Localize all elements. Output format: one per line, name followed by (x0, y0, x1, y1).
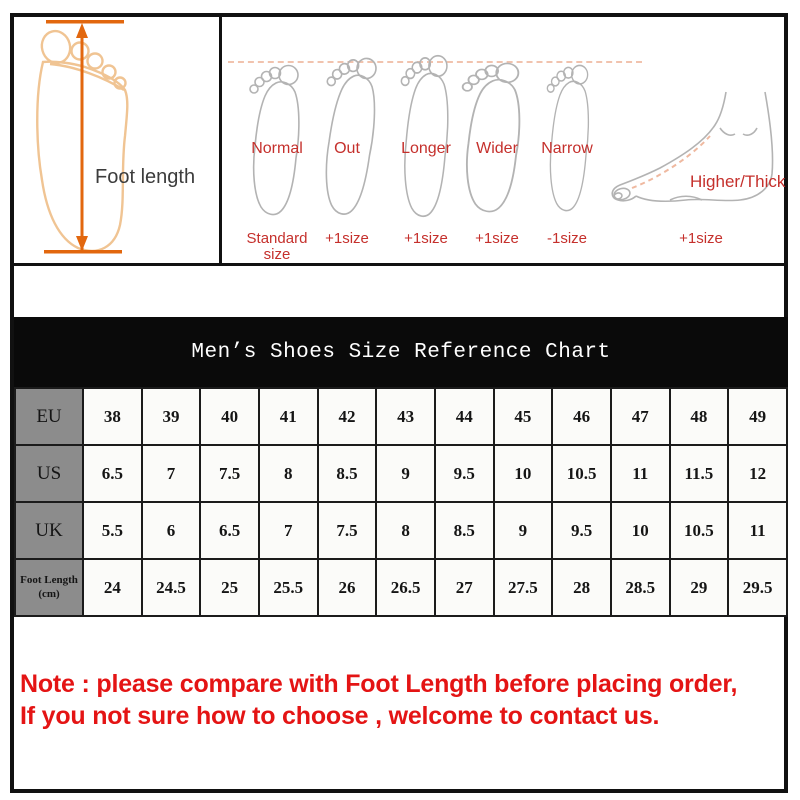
size-cell: 49 (728, 388, 787, 445)
row-header: Foot Length (cm) (15, 559, 83, 616)
size-cell: 11 (611, 445, 670, 502)
size-row-eu (15, 388, 787, 445)
size-cell: 47 (611, 388, 670, 445)
size-cell: 9.5 (435, 445, 494, 502)
size-note-out: +1size (325, 230, 369, 247)
size-cell: 6.5 (200, 502, 259, 559)
size-cell: 25.5 (259, 559, 318, 616)
size-row-foot-length (15, 559, 787, 616)
foot-type-label-wider: Wider (476, 140, 518, 157)
size-cell: 27 (435, 559, 494, 616)
size-cell: 25 (200, 559, 259, 616)
row-header: US (15, 445, 83, 502)
size-cell: 7.5 (200, 445, 259, 502)
foot-type-label-higher-thick: Higher/Thick (690, 172, 786, 191)
size-cell: 24 (83, 559, 142, 616)
size-cell: 9 (494, 502, 553, 559)
size-cell: 10 (611, 502, 670, 559)
foot-narrow-illustration (544, 62, 596, 214)
size-cell: 11.5 (670, 445, 729, 502)
chart-title: Men’s Shoes Size Reference Chart (191, 340, 611, 364)
foot-measure-illustration (30, 20, 145, 257)
size-cell: 27.5 (494, 559, 553, 616)
size-cell: 6.5 (83, 445, 142, 502)
size-cell: 12 (728, 445, 787, 502)
size-cell: 6 (142, 502, 201, 559)
note-line-1: Note : please compare with Foot Length before placing order, (20, 670, 738, 698)
size-cell: 44 (435, 388, 494, 445)
size-cell: 5.5 (83, 502, 142, 559)
size-cell: 10 (494, 445, 553, 502)
size-cell: 8.5 (318, 445, 377, 502)
size-cell: 8.5 (435, 502, 494, 559)
note-line-2: If you not sure how to choose , welcome to contact us. (20, 702, 660, 730)
size-cell: 11 (728, 502, 787, 559)
size-cell: 7 (259, 502, 318, 559)
size-note-normal: Standard size (246, 230, 308, 263)
size-cell: 7 (142, 445, 201, 502)
size-cell: 38 (83, 388, 142, 445)
foot-side-view-illustration (608, 90, 788, 216)
foot-type-label-narrow: Narrow (541, 140, 593, 157)
size-cell: 10.5 (552, 445, 611, 502)
row-header: UK (15, 502, 83, 559)
size-note-narrow: -1size (546, 230, 587, 247)
size-cell: 10.5 (670, 502, 729, 559)
chart-title-band (14, 317, 788, 387)
size-note-higher-thick: +1size (679, 230, 723, 247)
foot-type-label-out: Out (334, 140, 360, 157)
size-note-wider: +1size (475, 230, 519, 247)
size-row-uk (15, 502, 787, 559)
size-cell: 28.5 (611, 559, 670, 616)
size-cell: 8 (259, 445, 318, 502)
foot-longer-illustration (398, 52, 457, 220)
foot-length-label: Foot length (95, 166, 196, 188)
row-header: EU (15, 388, 83, 445)
size-cell: 7.5 (318, 502, 377, 559)
foot-type-label-normal: Normal (251, 140, 303, 157)
size-row-us (15, 445, 787, 502)
size-table-body (15, 388, 787, 616)
size-cell: 8 (376, 502, 435, 559)
foot-out-illustration (316, 53, 386, 220)
foot-length-arrow-icon (44, 20, 124, 254)
size-cell: 45 (494, 388, 553, 445)
size-cell: 26.5 (376, 559, 435, 616)
size-cell: 26 (318, 559, 377, 616)
size-cell: 24.5 (142, 559, 201, 616)
size-cell: 9.5 (552, 502, 611, 559)
size-cell: 43 (376, 388, 435, 445)
size-cell: 40 (200, 388, 259, 445)
size-cell: 41 (259, 388, 318, 445)
size-cell: 48 (670, 388, 729, 445)
size-note-longer: +1size (404, 230, 448, 247)
foot-wider-illustration (458, 60, 530, 215)
foot-type-label-longer: Longer (401, 140, 451, 157)
size-cell: 39 (142, 388, 201, 445)
size-cell: 29.5 (728, 559, 787, 616)
size-cell: 28 (552, 559, 611, 616)
size-cell: 9 (376, 445, 435, 502)
size-cell: 42 (318, 388, 377, 445)
size-cell: 46 (552, 388, 611, 445)
size-cell: 29 (670, 559, 729, 616)
size-reference-table (14, 387, 788, 617)
